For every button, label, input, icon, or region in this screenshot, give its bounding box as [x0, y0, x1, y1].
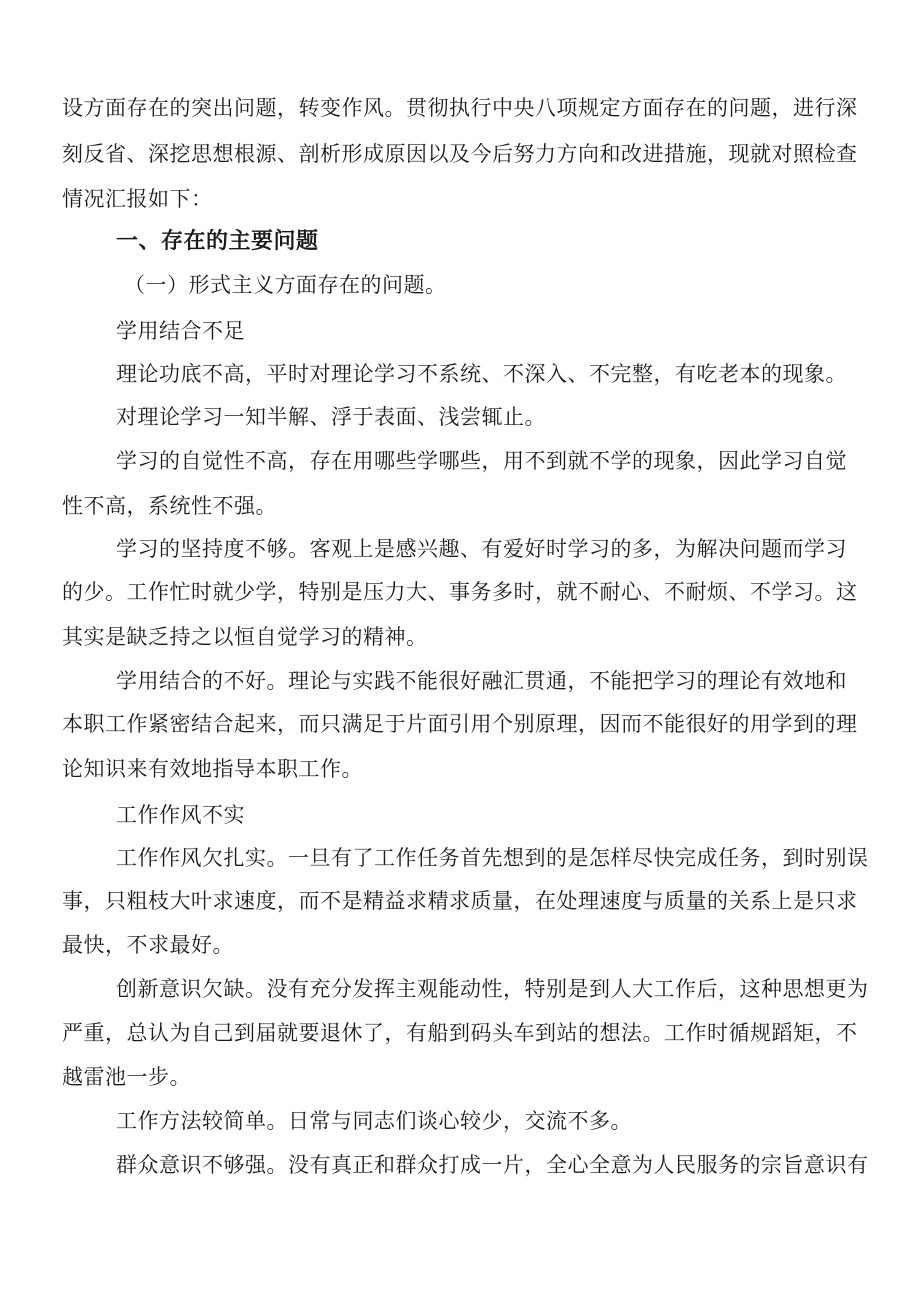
paragraph-line: 理论功底不高，平时对理论学习不系统、不深入、不完整，有吃老本的现象。	[116, 362, 847, 386]
paragraph-line: 创新意识欠缺。没有充分发挥主观能动性，特别是到人大工作后，这种思想更为	[116, 977, 869, 1001]
paragraph-line: 其实是缺乏持之以恒自觉学习的精神。	[62, 625, 428, 649]
paragraph-line: 最快，不求最好。	[62, 933, 234, 957]
paragraph-line: 越雷池一步。	[62, 1065, 191, 1089]
paragraph-line: 学习的自觉性不高，存在用哪些学哪些，用不到就不学的现象，因此学习自觉	[116, 449, 847, 473]
paragraph-line: 工作作风欠扎实。一旦有了工作任务首先想到的是怎样尽快完成任务，到时别误	[116, 846, 869, 870]
paragraph-line: 设方面存在的突出问题，转变作风。贯彻执行中央八项规定方面存在的问题，进行深	[62, 96, 858, 120]
topic-heading: 学用结合不足	[116, 319, 245, 343]
section-heading: 一、存在的主要问题	[116, 229, 319, 254]
subsection-heading: （一）形式主义方面存在的问题。	[124, 273, 447, 297]
paragraph-line: 对理论学习一知半解、浮于表面、浅尝辄止。	[116, 405, 546, 429]
paragraph-line: 情况汇报如下：	[62, 187, 213, 211]
paragraph-line: 学习的坚持度不够。客观上是感兴趣、有爱好时学习的多，为解决问题而学习	[116, 537, 847, 561]
paragraph-line: 性不高，系统性不强。	[62, 494, 277, 518]
paragraph-line: 严重，总认为自己到届就要退休了，有船到码头车到站的想法。工作时循规蹈矩，不	[62, 1021, 858, 1045]
paragraph-line: 事，只粗枝大叶求速度，而不是精益求精求质量，在处理速度与质量的关系上是只求	[62, 889, 858, 913]
paragraph-line: 的少。工作忙时就少学，特别是压力大、事务多时，就不耐心、不耐烦、不学习。这	[62, 580, 858, 604]
paragraph-line: 学用结合的不好。理论与实践不能很好融汇贯通，不能把学习的理论有效地和	[116, 669, 847, 693]
paragraph-line: 论知识来有效地指导本职工作。	[62, 757, 363, 781]
paragraph-line: 工作方法较简单。日常与同志们谈心较少，交流不多。	[116, 1109, 632, 1133]
paragraph-line: 群众意识不够强。没有真正和群众打成一片，全心全意为人民服务的宗旨意识有	[116, 1153, 869, 1177]
paragraph-line: 刻反省、深挖思想根源、剖析形成原因以及今后努力方向和改进措施，现就对照检查	[62, 142, 858, 166]
paragraph-line: 本职工作紧密结合起来，而只满足于片面引用个别原理，因而不能很好的用学到的理	[62, 712, 858, 736]
topic-heading: 工作作风不实	[116, 803, 245, 827]
